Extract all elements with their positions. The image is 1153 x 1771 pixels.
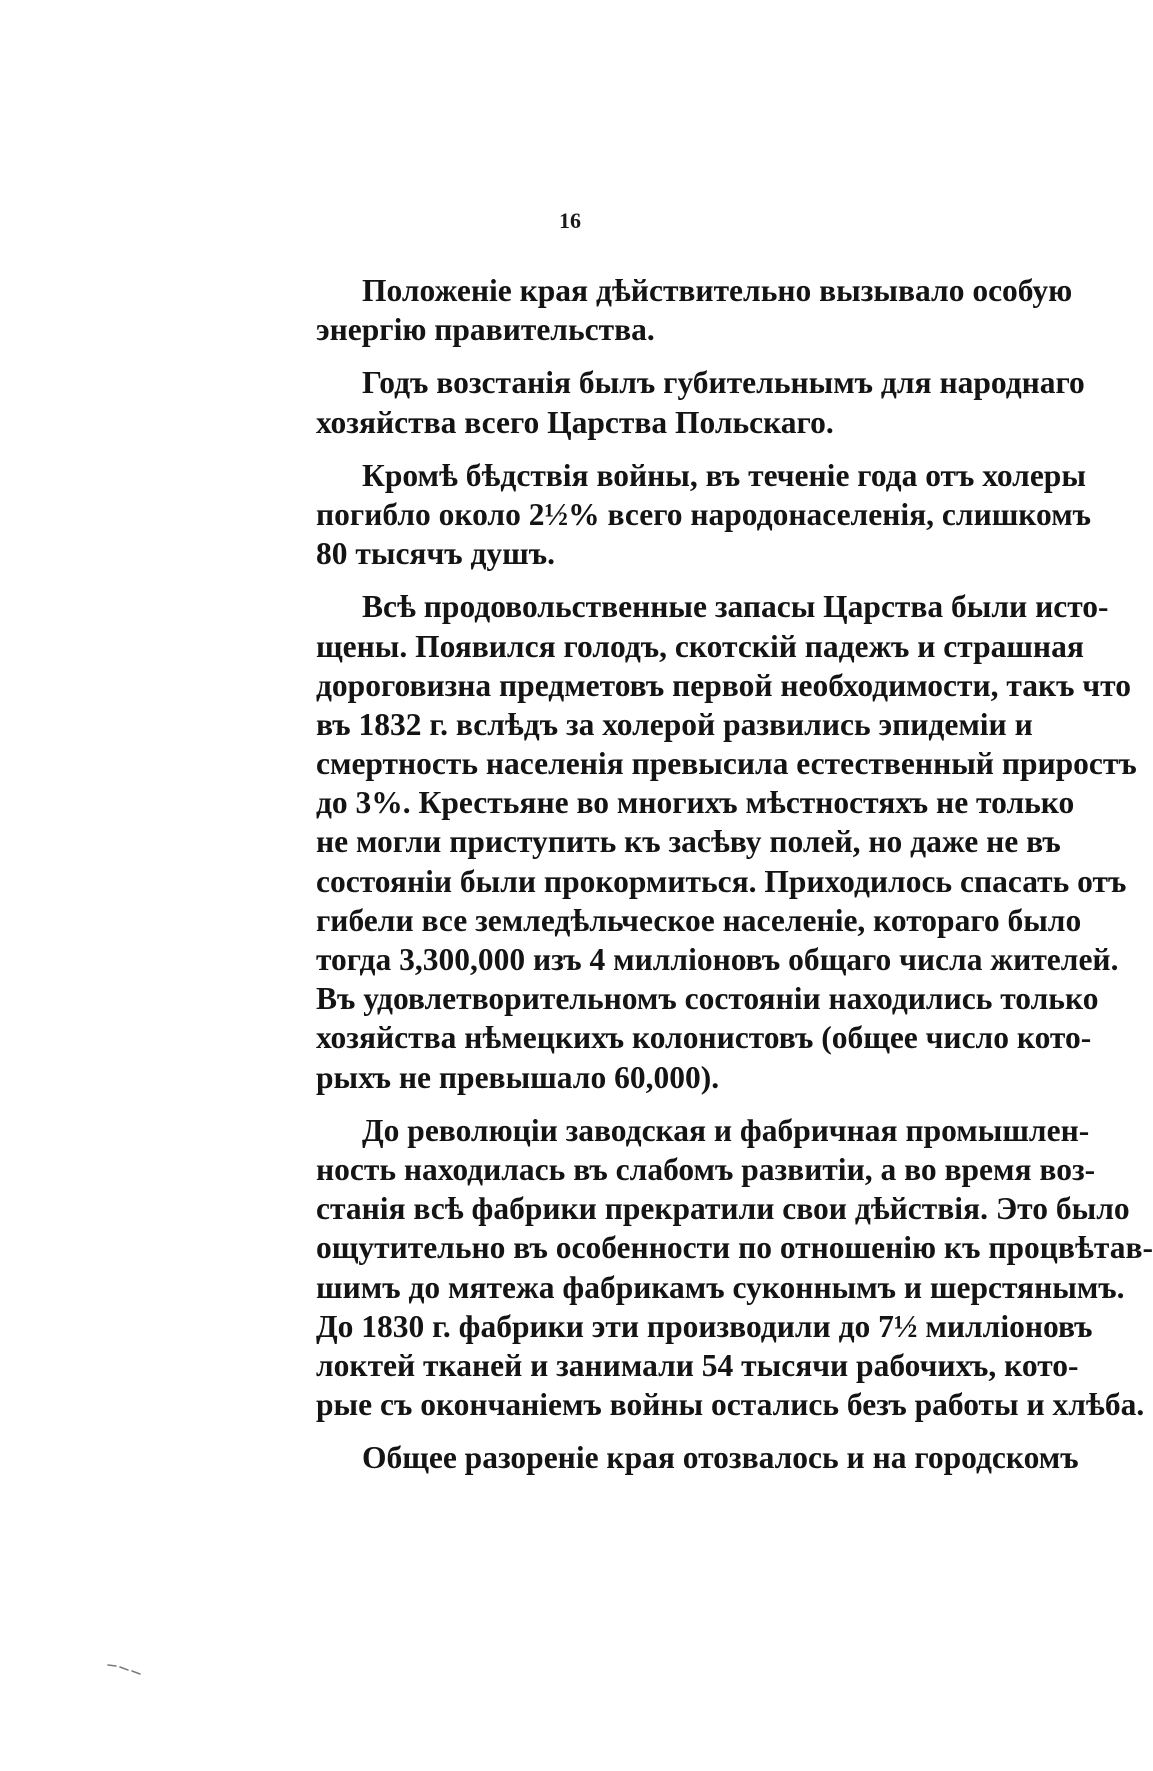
text-line: до 3%. Крестьяне во многихъ мѣстностяхъ не только bbox=[316, 785, 1075, 821]
paragraph bbox=[316, 271, 1073, 349]
paragraph bbox=[316, 1111, 1153, 1425]
text-line: Положеніе края дѣйствительно вызывало особую bbox=[362, 273, 1073, 308]
text-line: Въ удовлетворительномъ состояніи находились только bbox=[316, 981, 1099, 1017]
text-line: погибло около 2½% всего народонаселенія, слишкомъ bbox=[316, 496, 1092, 532]
text-line: рые съ окончаніемъ войны остались безъ работы и хлѣба. bbox=[316, 1387, 1145, 1423]
text-line: въ 1832 г. вслѣдъ за холерой развились эпидеміи и bbox=[316, 706, 1033, 742]
body-text bbox=[316, 271, 1153, 1491]
text-line: Общее разореніе края отозвалось и на городскомъ bbox=[362, 1440, 1079, 1476]
text-line: Годъ возстанія былъ губительнымъ для народнаго bbox=[362, 365, 1085, 401]
text-line: смертность населенія превысила естественный приростъ bbox=[316, 746, 1137, 782]
text-line: шимъ до мятежа фабрикамъ суконнымъ и шерстянымъ. bbox=[316, 1269, 1125, 1305]
text-line: тогда 3,300,000 изъ 4 милліоновъ общаго числа жителей. bbox=[316, 942, 1119, 977]
text-line: энергію правительства. bbox=[316, 312, 655, 348]
paragraph bbox=[316, 1438, 1079, 1477]
text-line: локтей тканей и занимали 54 тысячи рабочихъ, кото- bbox=[316, 1347, 1079, 1383]
text-line: станія всѣ фабрики прекратили свои дѣйствія. Это было bbox=[316, 1191, 1130, 1227]
paragraph bbox=[316, 587, 1137, 1096]
text-line: ощутительно въ особенности по отношенію къ процвѣтав- bbox=[316, 1230, 1153, 1266]
text-line: хозяйства всего Царства Польскаго. bbox=[316, 404, 834, 440]
text-line: не могли приступить къ засѣву полей, но даже не въ bbox=[316, 824, 1061, 860]
text-line: хозяйства нѣмецкихъ колонистовъ (общее число кото- bbox=[316, 1020, 1092, 1056]
scan-smudge-mark bbox=[106, 1662, 148, 1676]
text-line: До 1830 г. фабрики эти производили до 7½ милліоновъ bbox=[316, 1308, 1093, 1344]
text-line: ность находилась въ слабомъ развитіи, а во время воз- bbox=[316, 1151, 1096, 1187]
text-line: состояніи были прокормиться. Приходилось спасать отъ bbox=[316, 863, 1127, 899]
paragraph bbox=[316, 363, 1085, 441]
paragraph bbox=[316, 456, 1092, 574]
text-line: Всѣ продовольственные запасы Царства были исто- bbox=[362, 589, 1109, 625]
text-line: гибели все земледѣльческое населеніе, котораго было bbox=[316, 902, 1082, 938]
text-line: щены. Появился голодъ, скотскій падежъ и страшная bbox=[316, 628, 1084, 664]
text-line: дороговизна предметовъ первой необходимости, такъ что bbox=[316, 667, 1131, 703]
page-number: 16 bbox=[559, 208, 581, 233]
text-line: До революціи заводская и фабричная промышлен- bbox=[362, 1112, 1090, 1148]
text-line: Кромѣ бѣдствія войны, въ теченіе года отъ холеры bbox=[362, 457, 1086, 493]
text-line: рыхъ не превышало 60,000). bbox=[316, 1059, 720, 1095]
text-line: 80 тысячъ душъ. bbox=[316, 536, 555, 572]
